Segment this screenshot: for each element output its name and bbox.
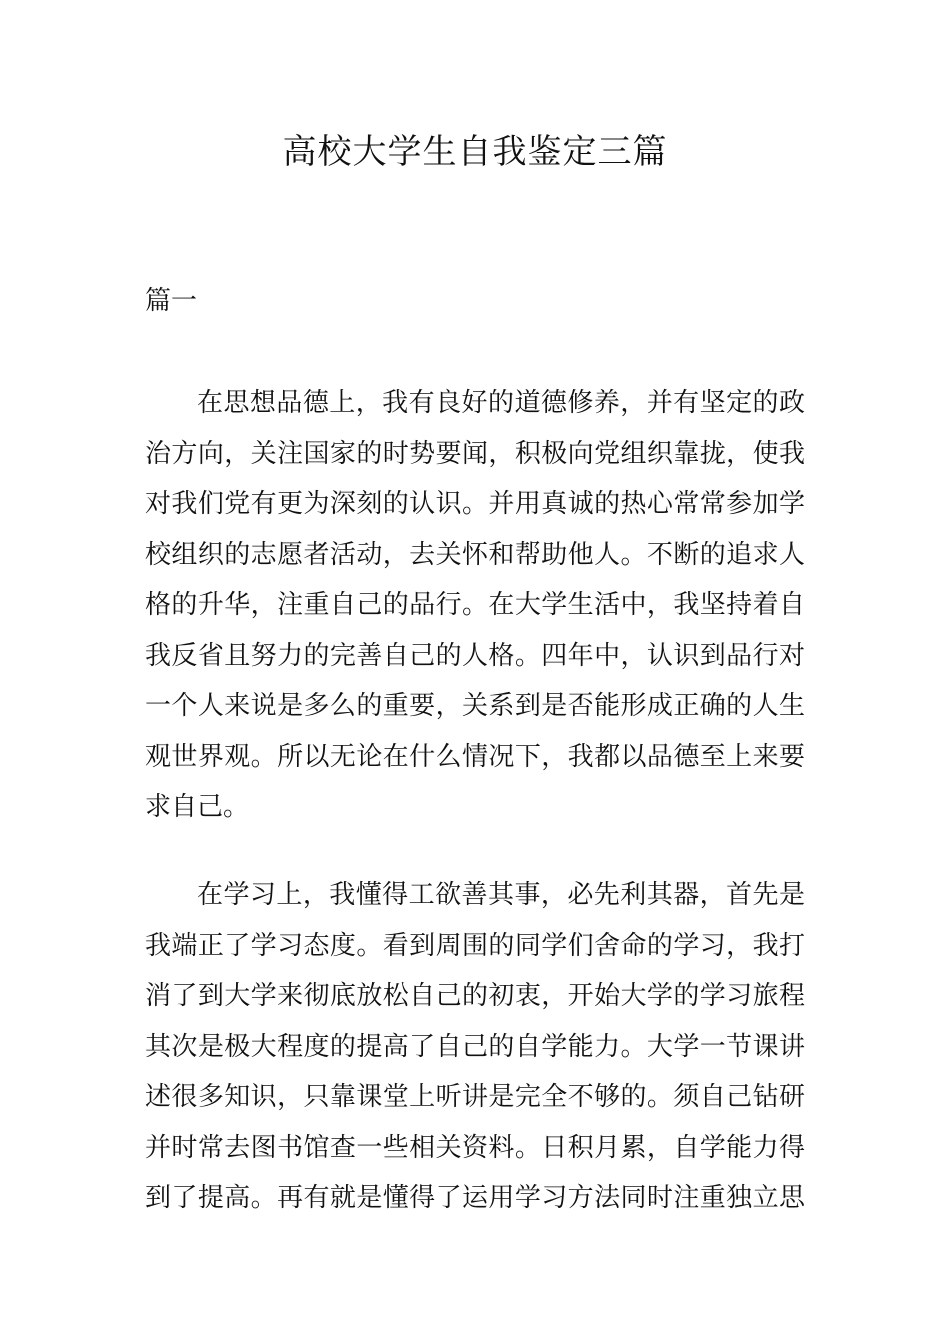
paragraph-line: 述很多知识，只靠课堂上听讲是完全不够的。须自己钻研: [145, 1082, 805, 1112]
document-title: 高校大学生自我鉴定三篇: [282, 132, 668, 172]
paragraph-line: 一个人来说是多么的重要，关系到是否能形成正确的人生: [145, 691, 805, 721]
paragraph-line: 对我们党有更为深刻的认识。并用真诚的热心常常参加学: [145, 489, 805, 519]
paragraph-line: 格的升华，注重自己的品行。在大学生活中，我坚持着自: [145, 590, 805, 620]
section-heading: 篇一: [145, 286, 198, 316]
paragraph-line: 在思想品德上，我有良好的道德修养，并有坚定的政: [197, 388, 805, 418]
paragraph-line: 观世界观。所以无论在什么情况下，我都以品德至上来要: [145, 741, 805, 772]
paragraph-line: 在学习上，我懂得工欲善其事，必先利其器，首先是: [197, 880, 805, 910]
paragraph-line: 并时常去图书馆查一些相关资料。日积月累，自学能力得: [145, 1132, 805, 1163]
paragraph-2: [145, 870, 805, 1224]
paragraph-line: 治方向，关注国家的时势要闻，积极向党组织靠拢，使我: [145, 438, 805, 469]
paragraph-line: 校组织的志愿者活动，去关怀和帮助他人。不断的追求人: [145, 539, 805, 570]
paragraph-line: 消了到大学来彻底放松自己的初衷，开始大学的学习旅程: [145, 981, 805, 1011]
paragraph-1: [145, 378, 805, 833]
paragraph-line: 到了提高。再有就是懂得了运用学习方法同时注重独立思: [145, 1183, 805, 1213]
paragraph-line: 求自己。: [145, 792, 250, 822]
paragraph-line: 我端正了学习态度。看到周围的同学们舍命的学习，我打: [145, 930, 805, 961]
paragraph-line: 其次是极大程度的提高了自己的自学能力。大学一节课讲: [145, 1031, 805, 1062]
paragraph-line: 我反省且努力的完善自己的人格。四年中，认识到品行对: [145, 640, 805, 671]
